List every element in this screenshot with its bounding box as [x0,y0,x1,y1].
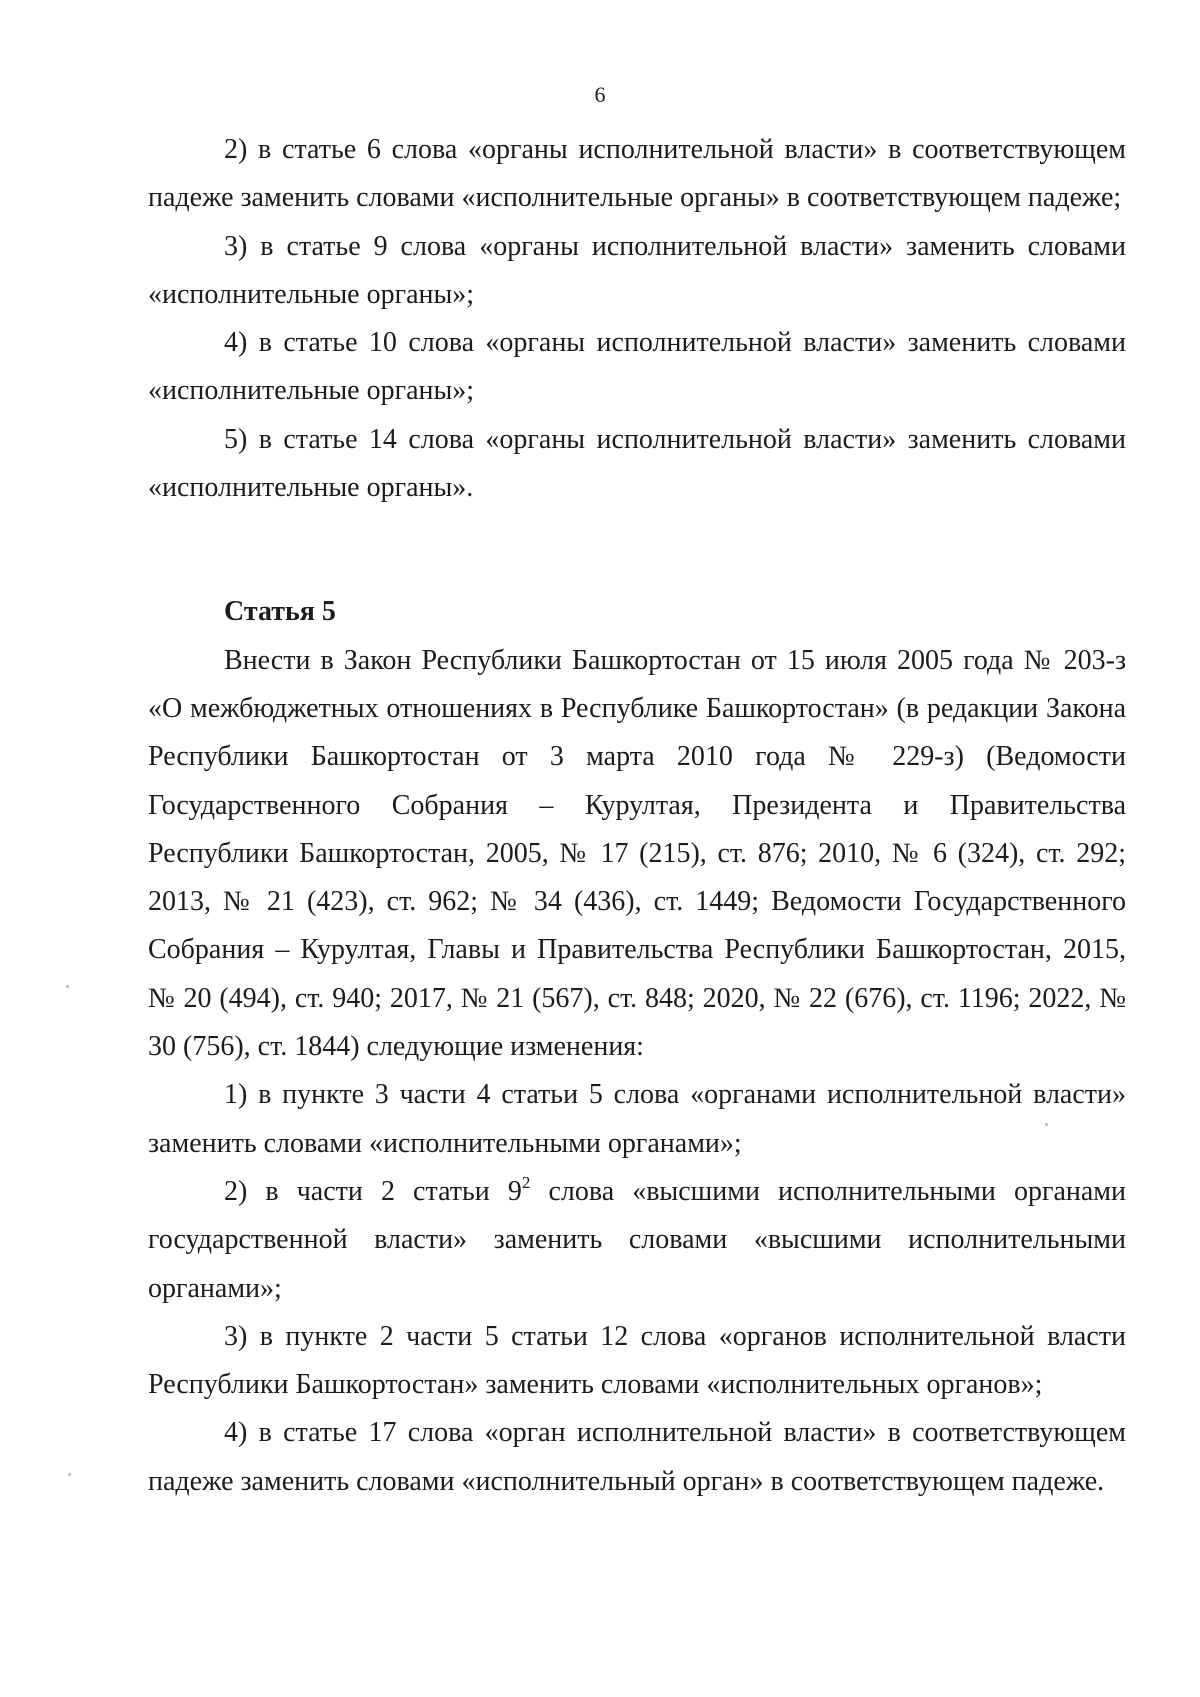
amendment-item-3: 3) в статье 9 слова «органы исполнительной власти» заменить словами «исполнительные органы»; [148,230,1126,310]
article-item-1: 1) в пункте 3 части 4 статьи 5 слова «органами исполнительной власти» заменить словами «исполнительными органами»; [148,1079,1126,1159]
article-item-3: 3) в пункте 2 части 5 статьи 12 слова «органов исполнительной власти Республики Башкортостан» заменить словами «исполнительных органов»; [148,1320,1126,1401]
scan-speck [1045,1123,1048,1126]
article-item-2-rest: слова «высшими исполнительными органами государственной власти» заменить словами «высшими исполнительными органами»; [148,1175,1127,1304]
scan-speck [66,985,69,988]
amendment-item-4: 4) в статье 10 слова «органы исполнительной власти» заменить словами «исполнительные органы»; [148,327,1126,407]
article-heading: Статья 5 [224,596,336,628]
article-item-2-start: 2) в части 2 статьи 9 [224,1175,522,1207]
amendment-item-5: 5) в статье 14 слова «органы исполнительной власти» заменить словами «исполнительные органы». [148,423,1126,504]
scan-speck [68,1473,71,1476]
article-item-4: 4) в статье 17 слова «орган исполнительной власти» в соответствующем падеже заменить словами «исполнительный орган» в соответствующем падеже. [148,1417,1126,1497]
amendment-item-2: 2) в статье 6 слова «органы исполнительной власти» в соответствующем падеже заменить словами «исполнительные органы» в соответствующем падеже; [148,134,1126,214]
article-intro-paragraph: Внести в Закон Республики Башкортостан от 15 июля 2005 года № 203-з «О межбюджетных отношениях в Республике Башкортостан» (в редакции Закона Республики Башкортостан от 3 марта 2010 года № 229-з) (Ведомости Государственного Собрания – Курултая, Президента и Правительства Республики Башкортостан, 2005, № 17 (215), ст. 876; 2010, № 6 (324), ст. 292; 2013, № 21 (423), ст. 962; № 34 (436), ст. 1449; Ведомости Государственного Собрания – Курултая, Главы и Правительства Республики Башкортостан, 2015, № 20 (494), ст. 940; 2017, № 21 (567), ст. 848; 2020, № 22 (676), ст. 1196; 2022, № 30 (756), ст. 1844) следующие изменения: [148,644,1126,1063]
page-number: 6 [594,82,606,107]
section-spacer [148,512,1126,588]
article-item-2-superscript: 2 [521,1172,531,1192]
article-item-2 [148,1168,1126,1313]
document-body [148,126,1126,1506]
